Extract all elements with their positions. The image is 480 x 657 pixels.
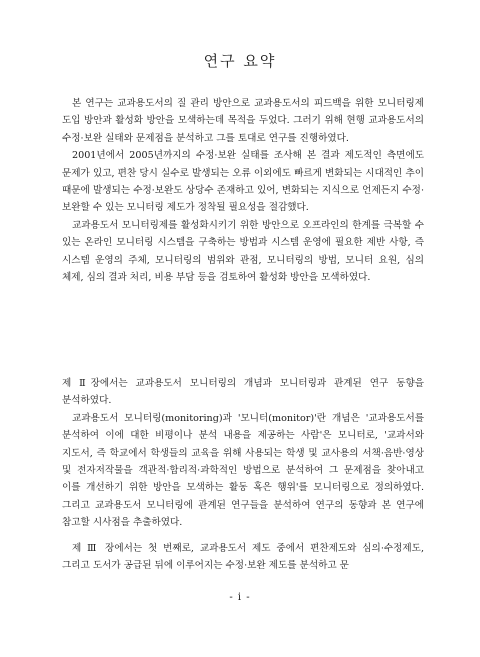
paragraph-definition: 교과용도서 모니터링(monitoring)과 '모니터(monitor)'란 개념은 '교과용도서를 분석하여 이에 대한 비평이나 분석 내용을 제공하는 사람'은 모니터로, '교과서와 지도서, 즉 학교에서 학생들의 교육을 위해 사용되는 학생 및 교사용의 서책·음반·영상 및 전자저작물을 객관적·합리적·과학적인 방법으로 분석하여 그 문제점을 찾아내고 이를 개선하기 위한 방안을 모색하는 활동 혹은 행위'를 모니터링으로 정의하였다. 그리고 교과용도서 모니터링에 관계된 연구들을 분석하여 연구의 동향과 본 연구에 참고할 시사점을 추출하였다. (62, 412, 424, 529)
page-title: 연구 요약 (203, 52, 277, 70)
paragraph-chapter-2: 제 Ⅱ장에서는 교과용도서 모니터링의 개념과 모니터링과 관계된 연구 동향을 분석하였다. (62, 378, 424, 407)
paragraph-survey: 2001년에서 2005년까지의 수정·보완 실태를 조사해 본 결과 제도적인 측면에도 문제가 있고, 편찬 당시 실수로 발생되는 오류 이외에도 빠르게 변화되는 시대적인 추이 때문에 발생되는 수정·보완도 상당수 존재하고 있어, 변화되는 지식으로 언제든지 수정·보완할 수 있는 모니터링 제도가 정착될 필요성을 절감했다. (62, 150, 424, 214)
paragraph-intro: 본 연구는 교과용도서의 질 관리 방안으로 교과용도서의 피드백을 위한 모니터링제 도입 방안과 활성화 방안을 모색하는데 목적을 두었다. 그러기 위해 현행 교과용도서의 수정·보완 실태와 문제점을 분석하고 그를 토대로 연구를 진행하였다. (62, 98, 424, 144)
page-number: - i - (229, 592, 251, 603)
paragraph-activation: 교과용도서 모니터링제를 활성화시키기 위한 방안으로 오프라인의 한계를 극복할 수 있는 온라인 모니터링 시스템을 구축하는 방법과 시스템 운영에 필요한 제반 사항, 즉 시스템 운영의 주체, 모니터링의 범위와 관점, 모니터링의 방법, 모니터 요원, 심의 체제, 심의 결과 처리, 비용 부담 등을 검토하여 활성화 방안을 모색하였다. (62, 219, 424, 284)
body-block-1 (62, 95, 424, 286)
paragraph-chapter-3: 제 Ⅲ 장에서는 첫 번째로, 교과용도서 제도 중에서 편찬제도와 심의·수정제도, 그리고 도서가 공급된 뒤에 이루어지는 수정·보완 제도를 분석하고 문 (62, 543, 424, 572)
body-block-3 (62, 540, 424, 575)
body-block-2 (62, 375, 424, 532)
